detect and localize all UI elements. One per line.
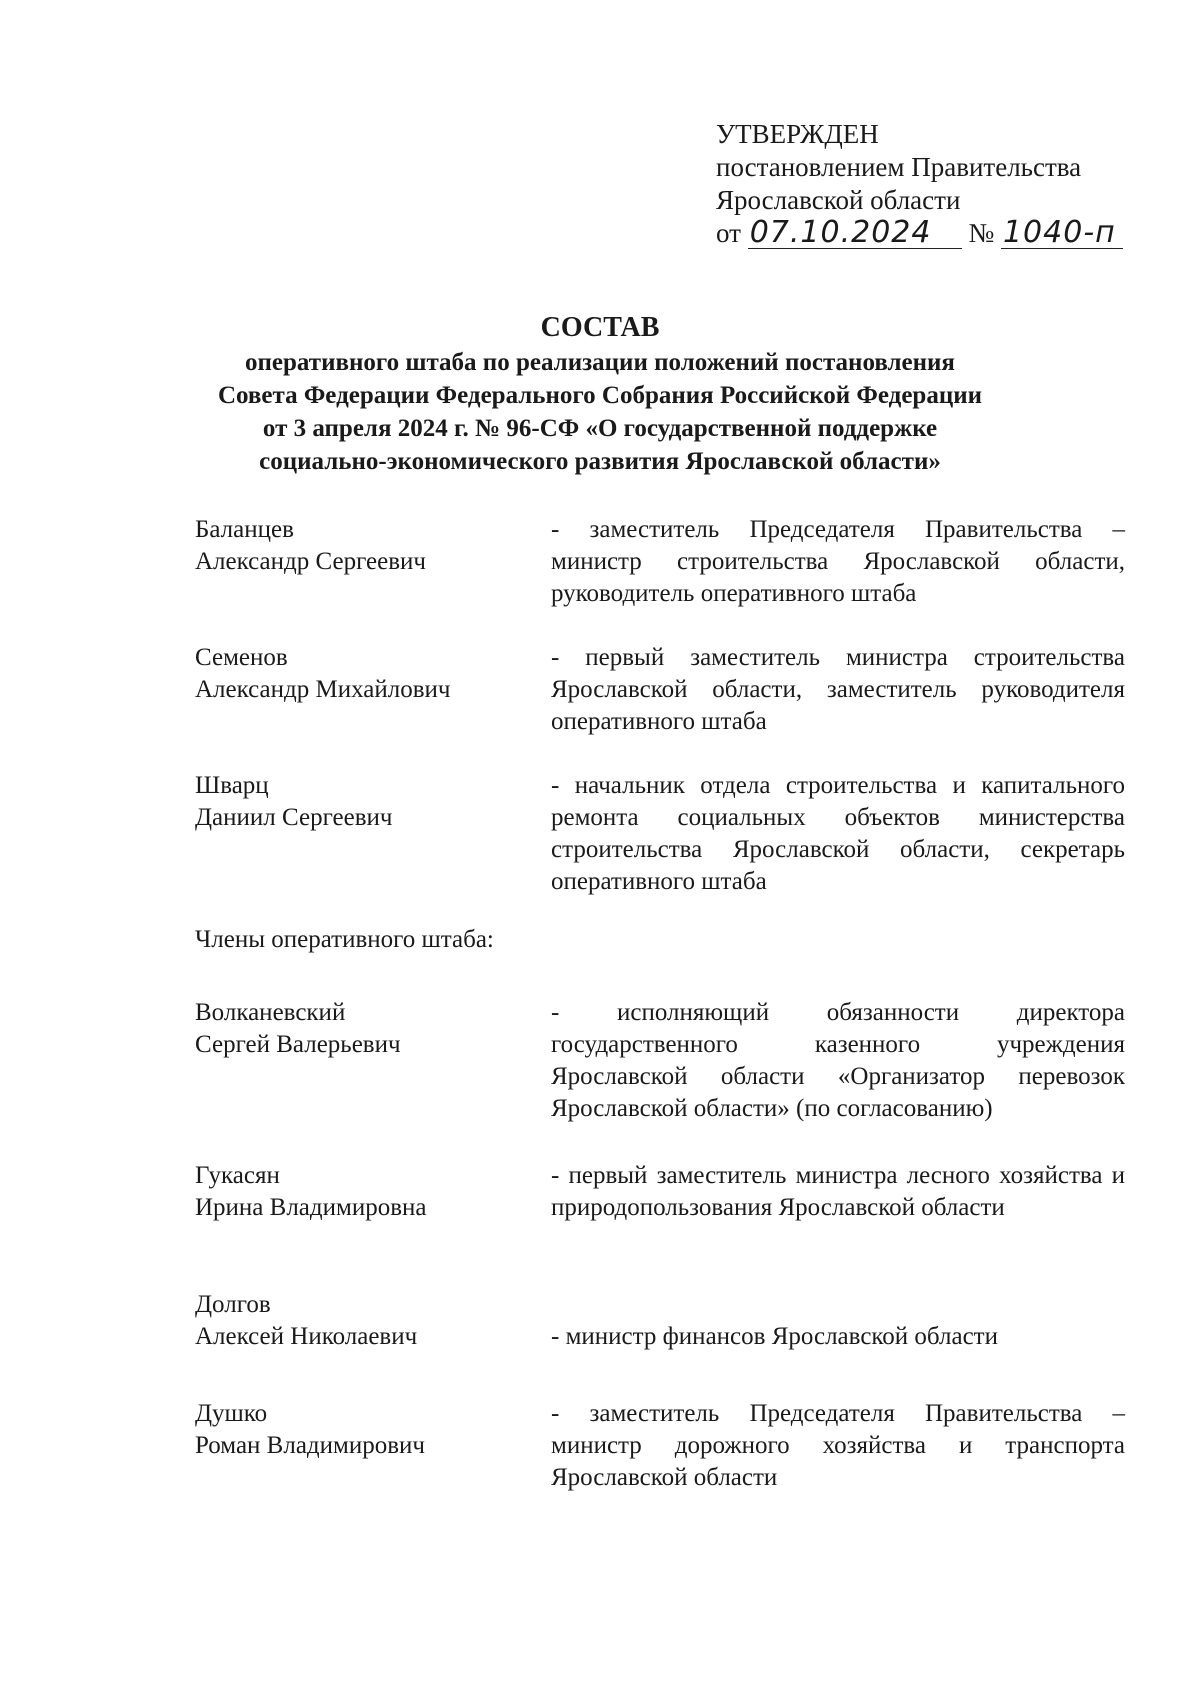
title-main: СОСТАВ	[540, 312, 660, 343]
handwritten-number: 1040-п	[1001, 218, 1123, 249]
member-role: - заместитель Председателя Правительства – министр строительства Ярославской области, руководитель оперативного штаба	[551, 516, 1125, 607]
member-given-names: Ирина Владимировна	[195, 1194, 427, 1221]
member-surname: Долгов	[195, 1291, 271, 1318]
member-given-names: Александр Михайлович	[195, 676, 451, 703]
member-name	[195, 1289, 535, 1353]
handwritten-date: 07.10.2024	[748, 218, 962, 249]
date-prefix: от	[716, 218, 741, 248]
member-given-names: Алексей Николаевич	[195, 1323, 418, 1350]
member-surname: Баланцев	[195, 516, 294, 543]
member-surname: Душко	[195, 1400, 268, 1427]
approval-line-2: Ярославской области	[716, 185, 961, 215]
member-name	[195, 770, 535, 834]
approval-stamp	[716, 118, 1123, 250]
member-role: - первый заместитель министра лесного хозяйства и природопользования Ярославской области	[551, 1162, 1125, 1221]
title-line-2: Совета Федерации Федерального Собрания Российской Федерации	[217, 382, 983, 409]
approval-date-row	[716, 217, 1123, 250]
member-name	[195, 997, 535, 1061]
member-name	[195, 1160, 535, 1224]
member-given-names: Сергей Валерьевич	[195, 1031, 401, 1058]
member-name	[195, 1398, 535, 1462]
member-name	[195, 514, 535, 578]
member-surname: Семенов	[195, 644, 288, 671]
member-surname: Волканевский	[195, 999, 346, 1026]
member-surname: Шварц	[195, 772, 269, 799]
member-surname: Гукасян	[195, 1162, 280, 1189]
title-line-1: оперативного штаба по реализации положений постановления	[245, 349, 955, 376]
member-role: - исполняющий обязанности директора государственного казенного учреждения Ярославской области «Организатор перевозок Ярославской области» (по согласованию)	[551, 999, 1125, 1122]
member-role: - заместитель Председателя Правительства – министр дорожного хозяйства и транспорта Ярославской области	[551, 1400, 1125, 1491]
member-given-names: Александр Сергеевич	[195, 548, 426, 575]
title-line-3: от 3 апреля 2024 г. № 96-СФ «О государственной поддержке	[262, 415, 938, 442]
member-name	[195, 642, 535, 706]
number-prefix: №	[968, 218, 995, 248]
approval-heading: УТВЕРЖДЕН	[716, 119, 879, 149]
member-given-names: Даниил Сергеевич	[195, 804, 393, 831]
member-role: - первый заместитель министра строительства Ярославской области, заместитель руководителя оперативного штаба	[551, 644, 1125, 735]
members-section-label: Члены оперативного штаба:	[195, 926, 494, 953]
member-role: - начальник отдела строительства и капитального ремонта социальных объектов министерства строительства Ярославской области, секретарь оперативного штаба	[551, 772, 1125, 895]
member-given-names: Роман Владимирович	[195, 1432, 425, 1459]
approval-line-1: постановлением Правительства	[716, 152, 1082, 182]
member-role: - министр финансов Ярославской области	[551, 1323, 998, 1350]
title-line-4: социально-экономического развития Ярославской области»	[259, 448, 941, 475]
document-title	[150, 310, 1050, 478]
